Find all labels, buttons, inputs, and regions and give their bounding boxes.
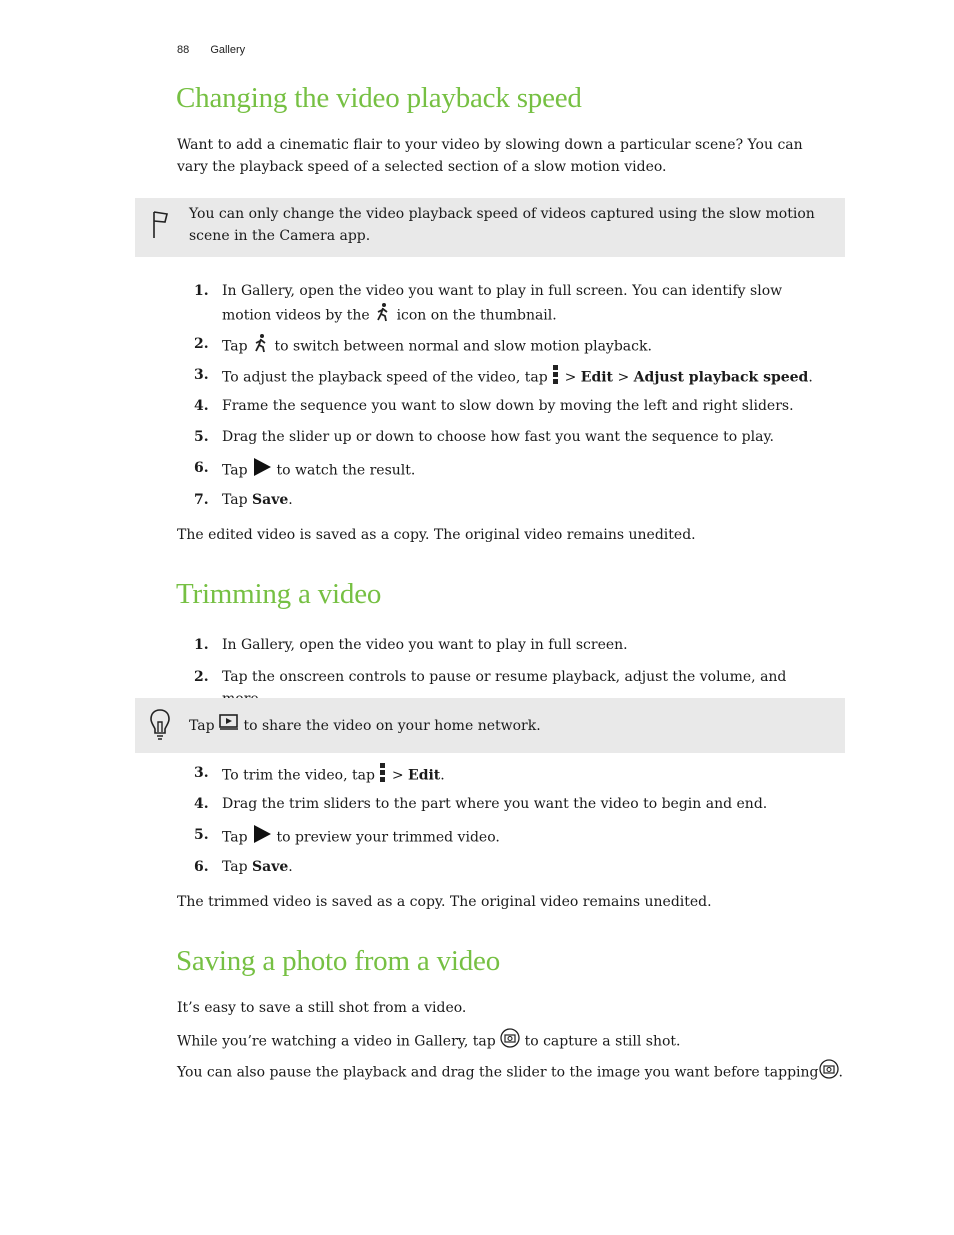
photo-step-paragraph: While you’re watching a video in Gallery, tap to capture a still shot. <box>177 1028 827 1055</box>
page-header <box>177 44 263 56</box>
trim-outro-paragraph: The trimmed video is saved as a copy. The original video remains unedited. <box>177 894 712 910</box>
list-item: 6. Tap Save. <box>194 859 293 875</box>
outro-paragraph: The edited video is saved as a copy. The original video remains unedited. <box>177 527 696 543</box>
note-box <box>135 198 845 257</box>
photo-tip-paragraph: You can also pause the playback and drag the slider to the image you want before tapping . <box>177 1059 857 1086</box>
list-item: 3. To adjust the playback speed of the video, tap > Edit > Adjust playback speed. <box>194 364 824 395</box>
slow-motion-icon <box>252 333 270 360</box>
photo-intro-paragraph: It’s easy to save a still shot from a video. <box>177 1000 467 1016</box>
trim-steps-list-b <box>194 762 824 887</box>
list-item: 2. Tap to switch between normal and slow motion playback. <box>194 333 824 364</box>
list-item: 5. Drag the slider up or down to choose how fast you want the sequence to play. <box>194 429 774 445</box>
intro-paragraph: Want to add a cinematic flair to your video by slowing down a particular scene? You can vary the playback speed of a selected section of a slow motion video. <box>177 137 803 175</box>
lightbulb-icon <box>149 708 171 746</box>
note-text: You can only change the video playback speed of videos captured using the slow motion scene in the Camera app. <box>189 206 815 244</box>
list-item: 6. Tap to watch the result. <box>194 457 824 489</box>
play-icon <box>252 457 272 484</box>
list-item: 5. Tap to preview your trimmed video. <box>194 824 824 856</box>
capture-icon <box>500 1028 520 1055</box>
play-icon <box>252 824 272 851</box>
playback-steps-list <box>194 280 824 520</box>
section-title-playback-speed: Changing the video playback speed <box>176 82 582 114</box>
share-screen-icon <box>219 714 239 738</box>
page-number: 88 <box>177 44 190 56</box>
slow-motion-icon <box>374 302 392 329</box>
list-item: 4. Frame the sequence you want to slow down by moving the left and right sliders. <box>194 398 794 414</box>
capture-icon <box>819 1059 839 1086</box>
tip-text: Tap to share the video on your home network. <box>189 714 829 738</box>
section-title-trimming: Trimming a video <box>176 578 382 610</box>
list-item: 4. Drag the trim sliders to the part where you want the video to begin and end. <box>194 796 768 812</box>
section-title-saving-photo: Saving a photo from a video <box>176 945 501 977</box>
trim-steps-list-a <box>194 634 824 697</box>
list-item: 3. To trim the video, tap > Edit. <box>194 762 824 793</box>
section-name: Gallery <box>210 44 246 56</box>
more-menu-icon <box>552 364 560 391</box>
list-item: 7. Tap Save. <box>194 492 293 508</box>
list-item: 1. In Gallery, open the video you want to play in full screen. <box>194 637 628 653</box>
tip-box <box>135 698 845 753</box>
list-item: 1. In Gallery, open the video you want to play in full screen. You can identify slow motion videos by the icon on the thumbnail. <box>194 280 824 333</box>
flag-icon <box>149 208 171 244</box>
list-item: 2. Tap the onscreen controls to pause or resume playback, adjust the volume, and <box>194 669 787 685</box>
more-menu-icon <box>379 762 387 789</box>
